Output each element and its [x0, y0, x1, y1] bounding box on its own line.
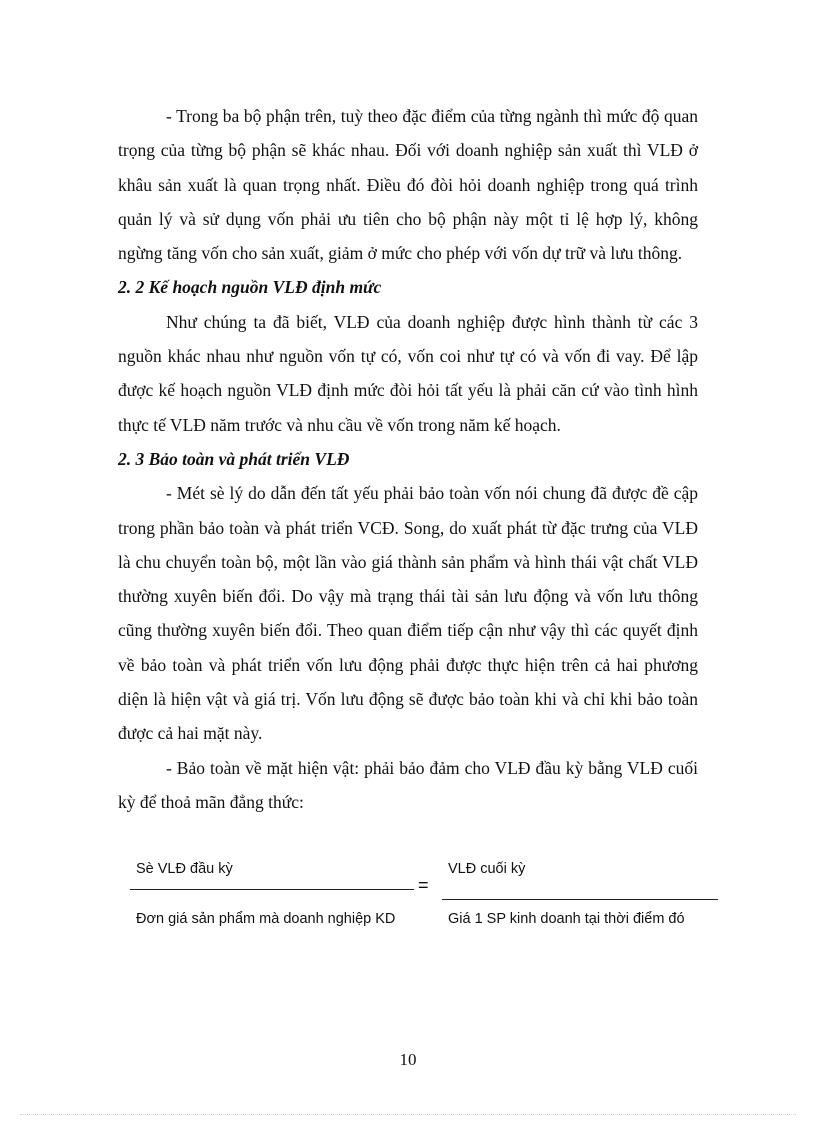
left-fraction-bar [130, 889, 414, 890]
right-numerator: VLĐ cuối kỳ [448, 861, 526, 877]
equals-sign: = [418, 875, 429, 895]
left-numerator: Sè VLĐ đầu kỳ [136, 861, 233, 877]
paragraph-hien-vat: - Bảo toàn về mặt hiện vật: phải bảo đảm cho VLĐ đầu kỳ bằng VLĐ cuối kỳ để thoả mãn đẳng thức: [118, 757, 698, 812]
right-denominator: Giá 1 SP kinh doanh tại thời điểm đó [448, 911, 685, 927]
paragraph-bao-toan: - Mét sè lý do dẫn đến tất yếu phải bảo toàn vốn nói chung đã được đề cập trong phần bảo toàn và phát triển VCĐ. Song, do xuất phát từ đặc trưng của VLĐ là chu chuyển toàn bộ, một lần vào giá thành sản phẩm và hình thái vật chất VLĐ thường xuyên biến đổi. Do vậy mà trạng thái tài sản lưu động và vốn lưu thông cũng thường xuyên biến đổi. Theo quan điểm tiếp cận như vậy thì các quyết định về bảo toàn và phát triển vốn lưu động phải được thực hiện trên cả hai phương diện là hiện vật và giá trị. Vốn lưu động sẽ được bảo toàn khi và chỉ khi bảo toàn được cả hai mặt này. [118, 483, 698, 744]
body-text [118, 99, 698, 819]
section-heading-2-3: 2. 3 Bảo toàn và phát triển VLĐ [118, 448, 350, 469]
page-number: 10 [399, 1050, 417, 1069]
right-fraction-bar [442, 899, 718, 900]
formula [130, 853, 720, 973]
paragraph-nguon-vld: Như chúng ta đã biết, VLĐ của doanh nghiệp được hình thành từ các 3 nguồn khác nhau như nguồn vốn tự có, vốn coi như tự có và vốn đi vay. Để lập được kế hoạch nguồn VLĐ định mức đòi hỏi tất yếu là phải căn cứ vào tình hình thực tế VLĐ năm trước và nhu cầu về vốn trong năm kế hoạch. [118, 311, 698, 435]
section-heading-2-2: 2. 2 Kế hoạch nguồn VLĐ định mức [118, 277, 382, 298]
page-bottom-rule [20, 1114, 796, 1115]
left-denominator: Đơn giá sản phẩm mà doanh nghiệp KD [136, 911, 396, 927]
paragraph-bo-phan: - Trong ba bộ phận trên, tuỳ theo đặc điểm của từng ngành thì mức độ quan trọng của từng bộ phận sẽ khác nhau. Đối với doanh nghiệp sản xuất thì VLĐ ở khâu sản xuất là quan trọng nhất. Điều đó đòi hỏi doanh nghiệp trong quá trình quản lý và sử dụng vốn phải ưu tiên cho bộ phận này một tỉ lệ hợp lý, không ngừng tăng vốn cho sản xuất, giảm ở mức cho phép với vốn dự trữ và lưu thông. [118, 106, 698, 264]
